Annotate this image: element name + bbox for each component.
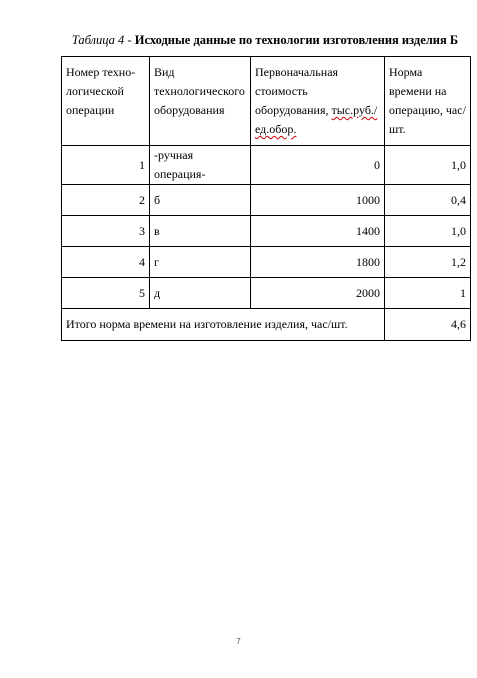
header-operation-number-text: Номер техно-логической операции [66, 65, 136, 117]
header-operation-number [62, 57, 150, 146]
caption-label: Таблица 4 [71, 33, 125, 47]
cell-time-norm: 1,2 [385, 247, 471, 278]
page-number: 7 [236, 637, 241, 646]
table-row [62, 278, 471, 309]
total-label: Итого норма времени на изготовление изделия, час/шт. [62, 309, 385, 341]
table-total-row [62, 309, 471, 341]
cell-initial-cost: 1400 [251, 216, 385, 247]
cell-operation-number: 3 [62, 216, 150, 247]
caption-title: Исходные данные по технологии изготовления изделия Б [134, 33, 459, 47]
header-time-norm [385, 57, 471, 146]
cell-equipment-type: в [150, 216, 251, 247]
table-caption [60, 33, 470, 48]
cell-time-norm: 1,0 [385, 216, 471, 247]
cell-initial-cost: 1800 [251, 247, 385, 278]
table-header-row [62, 57, 471, 146]
cell-time-norm: 1 [385, 278, 471, 309]
cell-equipment-type: -ручная операция- [150, 146, 251, 185]
cell-operation-number: 1 [62, 146, 150, 185]
header-cost-unit: тыс.руб./ед.обор. [255, 103, 378, 136]
cell-initial-cost: 0 [251, 146, 385, 185]
cell-equipment-type: г [150, 247, 251, 278]
cell-initial-cost: 2000 [251, 278, 385, 309]
cell-time-norm: 0,4 [385, 185, 471, 216]
header-time-norm-text: Норма времени на операцию, час/шт. [389, 65, 466, 136]
table-row [62, 216, 471, 247]
header-equipment-type-text: Вид технологического оборудования [154, 65, 245, 117]
caption-separator: - [124, 33, 135, 47]
table-row [62, 185, 471, 216]
data-table [61, 56, 471, 341]
cell-equipment-type: д [150, 278, 251, 309]
header-initial-cost [251, 57, 385, 146]
table-row [62, 247, 471, 278]
cell-operation-number: 5 [62, 278, 150, 309]
cell-operation-number: 4 [62, 247, 150, 278]
cell-equipment-type: б [150, 185, 251, 216]
total-value: 4,6 [385, 309, 471, 341]
header-initial-cost-text: Первоначальная стоимость оборудования, [255, 65, 339, 117]
table-row [62, 146, 471, 185]
header-equipment-type [150, 57, 251, 146]
cell-initial-cost: 1000 [251, 185, 385, 216]
cell-operation-number: 2 [62, 185, 150, 216]
cell-time-norm: 1,0 [385, 146, 471, 185]
